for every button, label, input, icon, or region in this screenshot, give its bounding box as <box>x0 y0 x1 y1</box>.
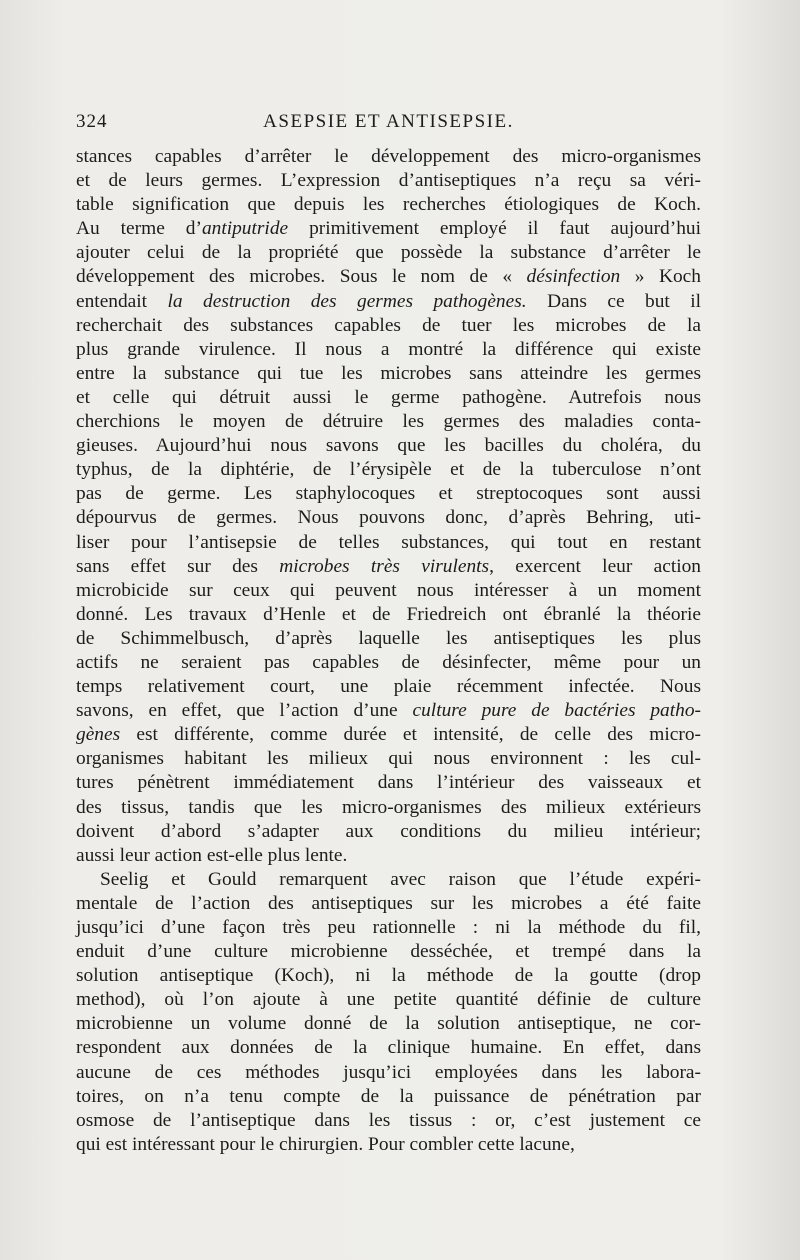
text-line <box>76 169 701 193</box>
text-segment: Seelig et Gould remarquent avec raison que l’étude expéri- <box>100 868 701 890</box>
text-segment: développement des microbes. Sous le nom de « <box>76 266 527 288</box>
text-segment: et de leurs germes. L’expression d’antiseptiques n’a reçu sa véri- <box>76 170 701 192</box>
italic-text: antiputride <box>201 218 289 240</box>
text-segment: ajouter celui de la propriété que possède la substance d’arrêter le <box>76 242 701 264</box>
text-segment: dépourvus de germes. Nous pouvons donc, d’après Behring, uti- <box>76 507 701 529</box>
text-line <box>76 193 701 217</box>
page-header <box>76 111 701 137</box>
text-segment: liser pour l’antisepsie de telles substances, qui tout en restant <box>76 531 701 553</box>
text-line <box>76 458 701 482</box>
italic-text: microbes très virulents <box>279 555 490 577</box>
text-segment: » Koch <box>620 266 701 288</box>
text-line <box>76 555 701 579</box>
text-line <box>76 868 701 892</box>
text-line <box>76 314 701 338</box>
text-segment: solution antiseptique (Koch), ni la méthode de la goutte (drop <box>76 965 701 987</box>
text-segment: respondent aux données de la clinique humaine. En effet, dans <box>76 1037 701 1059</box>
text-line <box>76 531 701 555</box>
text-segment: temps relativement court, une plaie récemment infectée. Nous <box>76 676 701 698</box>
text-line <box>76 723 701 747</box>
text-line <box>76 627 701 651</box>
text-segment: pas de germe. Les staphylocoques et streptocoques sont aussi <box>76 483 701 505</box>
text-segment: aussi leur action est-elle plus lente. <box>76 844 348 866</box>
body-text <box>76 145 701 1157</box>
text-segment: Au terme d’ <box>76 218 202 240</box>
text-line <box>76 1036 701 1060</box>
text-line <box>76 747 701 771</box>
text-segment: jusqu’ici d’une façon très peu rationnelle : ni la méthode du fil, <box>76 917 701 938</box>
text-line <box>76 338 701 362</box>
italic-text: gènes <box>76 724 121 746</box>
text-segment: donné. Les travaux d’Henle et de Friedreich ont ébranlé la théorie <box>76 603 701 625</box>
text-segment: microbicide sur ceux qui peuvent nous intéresser à un moment <box>76 579 701 601</box>
text-line <box>76 410 701 434</box>
text-line <box>76 964 701 988</box>
text-segment: sans effet sur des <box>76 555 280 577</box>
text-segment: cherchions le moyen de détruire les germes des maladies conta- <box>76 411 701 433</box>
text-segment: doivent d’abord s’adapter aux conditions du milieu intérieur; <box>76 820 701 842</box>
text-segment: est différente, comme durée et intensité, de celle des micro- <box>120 724 701 746</box>
text-segment: microbienne un volume donné de la solution antiseptique, ne cor- <box>76 1013 701 1035</box>
text-line <box>76 579 701 603</box>
text-segment: table signification que depuis les recherches étiologiques de Koch. <box>76 194 701 216</box>
text-line <box>76 651 701 675</box>
text-line <box>76 844 701 868</box>
italic-text: la destruction des germes pathogènes. <box>167 290 527 312</box>
text-line <box>76 145 701 169</box>
text-line <box>76 820 701 844</box>
text-line <box>76 386 701 410</box>
text-line <box>76 1109 701 1133</box>
text-segment: mentale de l’action des antiseptiques sur les microbes a été faite <box>76 892 701 914</box>
italic-text: culture pure de bactéries patho- <box>412 700 701 722</box>
text-line <box>76 241 701 265</box>
text-line <box>76 675 701 699</box>
text-line <box>76 796 701 820</box>
text-line <box>76 434 701 458</box>
text-line <box>76 1012 701 1036</box>
text-segment: qui est intéressant pour le chirurgien. Pour combler cette lacune, <box>76 1133 575 1155</box>
text-segment: savons, en effet, que l’action d’une <box>76 700 413 722</box>
text-segment: des tissus, tandis que les micro-organismes des milieux extérieurs <box>76 796 701 818</box>
italic-text: désinfection <box>526 266 621 288</box>
text-segment: typhus, de la diphtérie, de l’érysipèle et de la tuberculose n’ont <box>76 459 701 481</box>
text-line <box>76 988 701 1012</box>
page-number: 324 <box>76 111 108 132</box>
text-segment: de Schimmelbusch, d’après laquelle les antiseptiques les plus <box>76 627 701 649</box>
text-line <box>76 362 701 386</box>
text-segment: entendait <box>76 290 168 312</box>
text-line <box>76 771 701 795</box>
text-line <box>76 1133 701 1157</box>
text-line <box>76 506 701 530</box>
text-segment: enduit d’une culture microbienne desséchée, et trempé dans la <box>76 941 701 963</box>
text-line <box>76 916 701 940</box>
text-line <box>76 482 701 506</box>
text-line <box>76 699 701 723</box>
text-segment: toires, on n’a tenu compte de la puissance de pénétration par <box>76 1085 701 1107</box>
text-segment: , exercent leur action <box>489 555 701 577</box>
text-line <box>76 217 701 241</box>
text-line <box>76 603 701 627</box>
text-segment: actifs ne seraient pas capables de désinfecter, même pour un <box>76 651 701 673</box>
text-segment: primitivement employé il faut aujourd’hui <box>288 218 701 240</box>
text-line <box>76 1085 701 1109</box>
text-line <box>76 940 701 964</box>
text-segment: plus grande virulence. Il nous a montré la différence qui existe <box>76 338 701 360</box>
text-line <box>76 290 701 314</box>
text-segment: gieuses. Aujourd’hui nous savons que les bacilles du choléra, du <box>76 435 701 457</box>
text-line <box>76 265 701 289</box>
text-segment: recherchait des substances capables de tuer les microbes de la <box>76 314 701 336</box>
text-segment: et celle qui détruit aussi le germe pathogène. Autrefois nous <box>76 386 701 408</box>
text-segment: osmose de l’antiseptique dans les tissus : or, c’est justement ce <box>76 1109 701 1131</box>
text-segment: entre la substance qui tue les microbes sans atteindre les germes <box>76 362 701 384</box>
text-segment: Dans ce but il <box>526 290 701 312</box>
running-title: ASEPSIE ET ANTISEPSIE. <box>263 111 514 132</box>
text-segment: stances capables d’arrêter le développement des micro-organismes <box>76 146 701 167</box>
text-segment: organismes habitant les milieux qui nous environnent : les cul- <box>76 748 701 770</box>
text-segment: method), où l’on ajoute à une petite quantité définie de culture <box>76 989 701 1011</box>
text-segment: tures pénètrent immédiatement dans l’intérieur des vaisseaux et <box>76 772 701 794</box>
text-line <box>76 892 701 916</box>
text-segment: aucune de ces méthodes jusqu’ici employées dans les labora- <box>76 1061 701 1083</box>
text-line <box>76 1061 701 1085</box>
